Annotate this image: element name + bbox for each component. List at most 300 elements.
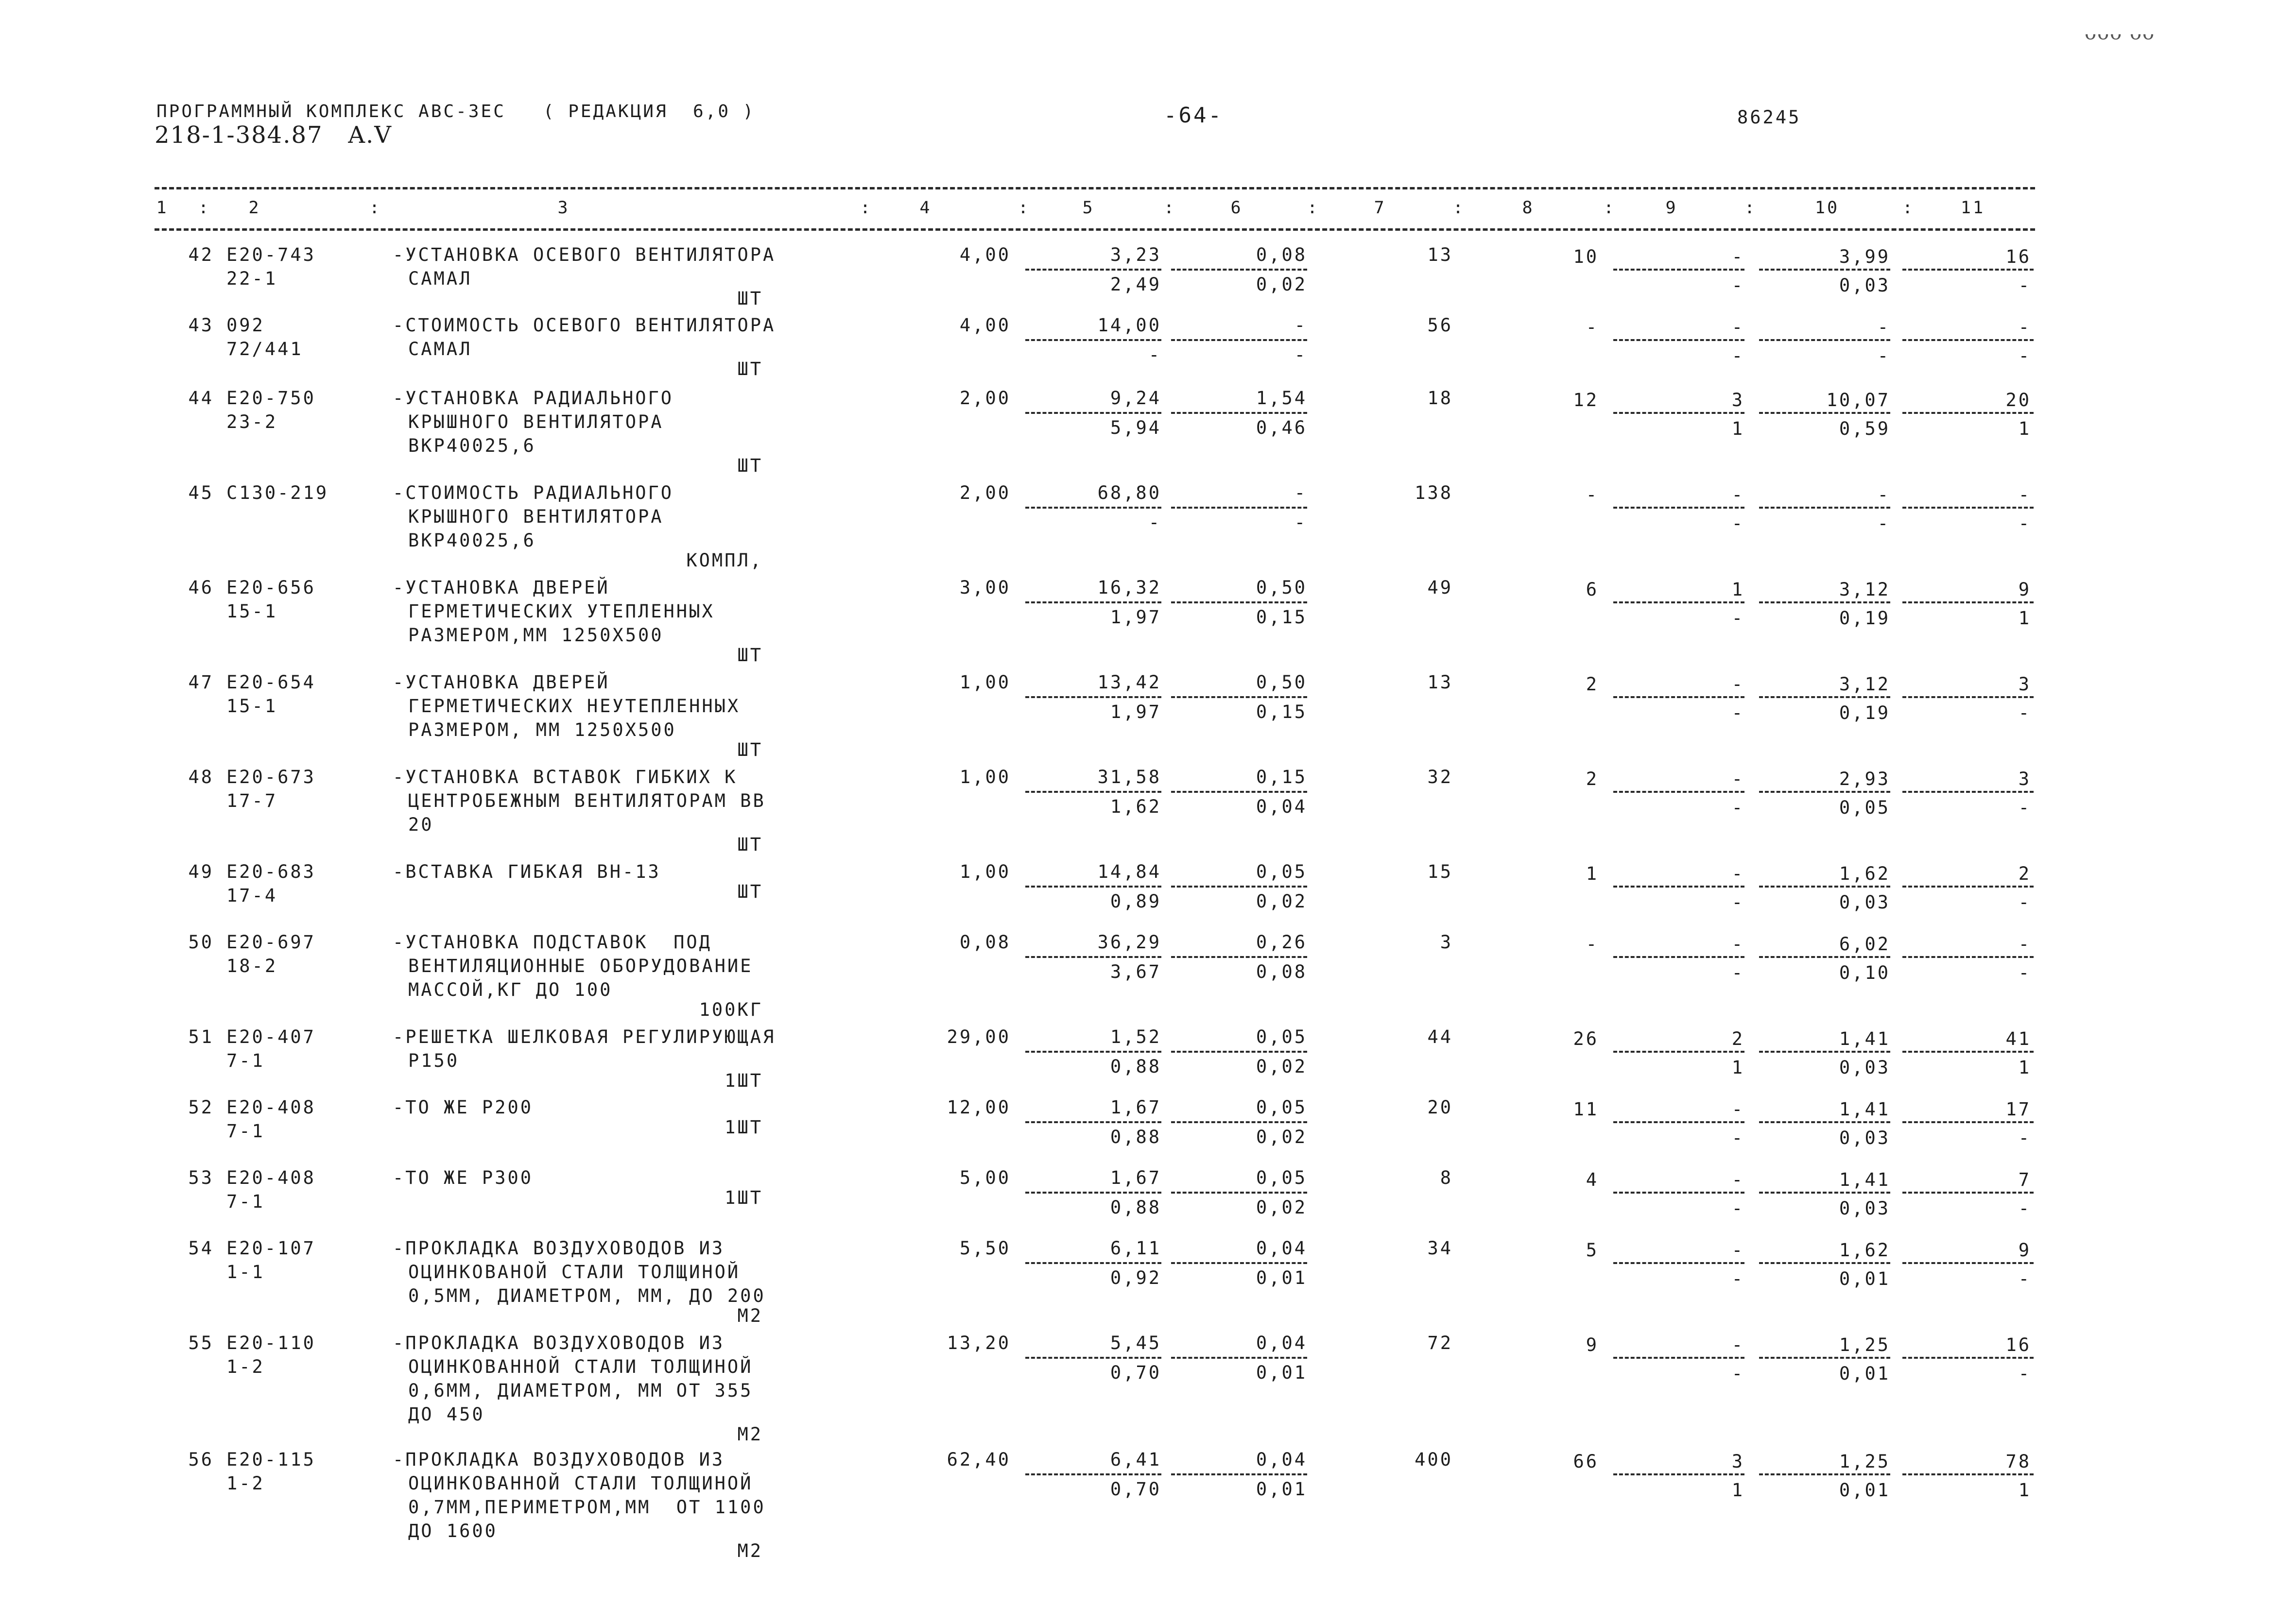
work-description-line: ДО 1600 bbox=[408, 1521, 498, 1541]
total-wage: - bbox=[1586, 934, 1599, 955]
cost-split-rule bbox=[1025, 956, 1161, 958]
cost-split-rule bbox=[1171, 1121, 1307, 1123]
labor-total-sub: 1 bbox=[2018, 608, 2031, 629]
quantity: 2,00 bbox=[959, 388, 1011, 409]
quantity: 5,00 bbox=[959, 1167, 1011, 1188]
machine-cost-sub: - bbox=[1731, 702, 1744, 723]
labor-hours-sub: 0,01 bbox=[1839, 1480, 1890, 1501]
labor-split-rule bbox=[1759, 1262, 1890, 1264]
work-description-line: -УСТАНОВКА РАДИАЛЬНОГО bbox=[393, 388, 674, 409]
position-code: Е20-683 bbox=[226, 861, 316, 882]
quantity: 1,00 bbox=[959, 767, 1011, 787]
unit-wage: 0,05 bbox=[1256, 1167, 1307, 1188]
labor-split-rule bbox=[1613, 412, 1744, 414]
unit-wage: 0,05 bbox=[1256, 1097, 1307, 1118]
unit-cost: 3,23 bbox=[1110, 244, 1161, 265]
machine-cost: - bbox=[1731, 674, 1744, 695]
machine-cost-sub: - bbox=[1731, 608, 1744, 629]
column-separator: : bbox=[1744, 198, 1757, 218]
machine-cost-sub: - bbox=[1731, 275, 1744, 296]
unit-of-measure: КОМПЛ, bbox=[686, 550, 763, 571]
labor-split-rule bbox=[1902, 1473, 2034, 1475]
labor-hours: 1,25 bbox=[1839, 1334, 1890, 1355]
cost-split-rule bbox=[1171, 412, 1307, 414]
labor-split-rule bbox=[1902, 339, 2034, 341]
labor-split-rule bbox=[1613, 1473, 1744, 1475]
quantity: 29,00 bbox=[947, 1026, 1011, 1047]
column-header-7: 7 bbox=[1374, 198, 1386, 218]
cost-split-rule bbox=[1171, 791, 1307, 793]
labor-hours-sub: 0,03 bbox=[1839, 892, 1890, 913]
row-number: 46 bbox=[188, 577, 214, 598]
position-code: Е20-697 bbox=[226, 932, 316, 953]
position-code: С130-219 bbox=[226, 482, 329, 503]
total-cost: 13 bbox=[1427, 672, 1453, 693]
labor-split-rule bbox=[1902, 886, 2034, 888]
machine-cost-sub: - bbox=[1731, 892, 1744, 913]
unit-machine-cost: - bbox=[1148, 344, 1161, 365]
cost-split-rule bbox=[1025, 601, 1161, 603]
unit-cost: 5,45 bbox=[1110, 1333, 1161, 1353]
unit-cost: 9,24 bbox=[1110, 388, 1161, 409]
work-description-line: ДО 450 bbox=[408, 1404, 485, 1425]
total-cost: 13 bbox=[1427, 244, 1453, 265]
unit-machine-cost: 0,89 bbox=[1110, 891, 1161, 912]
unit-cost: 68,80 bbox=[1097, 482, 1161, 503]
unit-machine-wage: - bbox=[1294, 344, 1307, 365]
labor-split-rule bbox=[1759, 507, 1890, 509]
unit-machine-wage: 0,01 bbox=[1256, 1267, 1307, 1288]
quantity: 62,40 bbox=[947, 1449, 1011, 1470]
row-number: 48 bbox=[188, 767, 214, 787]
machine-cost-sub: - bbox=[1731, 1363, 1744, 1384]
labor-hours-sub: 0,03 bbox=[1839, 1128, 1890, 1148]
labor-total-sub: - bbox=[2018, 892, 2031, 913]
row-number: 54 bbox=[188, 1238, 214, 1259]
work-description-line: ГЕРМЕТИЧЕСКИХ НЕУТЕПЛЕННЫХ bbox=[408, 696, 741, 717]
unit-of-measure: М2 bbox=[737, 1424, 763, 1445]
position-code-sub: 15-1 bbox=[226, 601, 278, 622]
total-cost: 138 bbox=[1415, 482, 1453, 503]
work-description-line: -УСТАНОВКА ДВЕРЕЙ bbox=[393, 672, 610, 693]
machine-cost-sub: - bbox=[1731, 513, 1744, 534]
labor-hours: - bbox=[1877, 317, 1890, 338]
labor-split-rule bbox=[1759, 1192, 1890, 1194]
unit-wage: 0,04 bbox=[1256, 1238, 1307, 1259]
work-description-line: ГЕРМЕТИЧЕСКИХ УТЕПЛЕННЫХ bbox=[408, 601, 715, 622]
unit-wage: 0,15 bbox=[1256, 767, 1307, 787]
total-cost: 49 bbox=[1427, 577, 1453, 598]
machine-cost-sub: - bbox=[1731, 797, 1744, 818]
work-description-line: Р150 bbox=[408, 1050, 460, 1071]
labor-total: 16 bbox=[2005, 1334, 2031, 1355]
unit-machine-cost: - bbox=[1148, 512, 1161, 533]
program-title: ПРОГРАММНЫЙ КОМПЛЕКС АВС-3ЕС ( РЕДАКЦИЯ 6,0 ) bbox=[156, 102, 756, 121]
cost-split-rule bbox=[1025, 412, 1161, 414]
unit-machine-cost: 1,62 bbox=[1110, 796, 1161, 817]
position-code-sub: 1-1 bbox=[226, 1262, 265, 1282]
labor-total: 78 bbox=[2005, 1451, 2031, 1472]
labor-hours: 1,41 bbox=[1839, 1169, 1890, 1190]
work-description-line: 0,6ММ, ДИАМЕТРОМ, ММ ОТ 355 bbox=[408, 1380, 753, 1401]
labor-split-rule bbox=[1902, 1262, 2034, 1264]
unit-wage: 0,04 bbox=[1256, 1449, 1307, 1470]
unit-wage: 0,05 bbox=[1256, 1026, 1307, 1047]
table-top-rule bbox=[155, 187, 2035, 189]
document-number: 86245 bbox=[1737, 107, 1801, 128]
labor-hours: 6,02 bbox=[1839, 934, 1890, 955]
work-description-line: РАЗМЕРОМ,ММ 1250Х500 bbox=[408, 625, 664, 646]
quantity: 5,50 bbox=[959, 1238, 1011, 1259]
machine-cost-sub: - bbox=[1731, 345, 1744, 366]
unit-machine-cost: 0,88 bbox=[1110, 1056, 1161, 1077]
cost-split-rule bbox=[1025, 1262, 1161, 1264]
machine-cost-sub: - bbox=[1731, 1198, 1744, 1219]
labor-hours-sub: 0,01 bbox=[1839, 1363, 1890, 1384]
labor-hours: 10,07 bbox=[1826, 390, 1890, 410]
labor-split-rule bbox=[1613, 956, 1744, 958]
labor-hours: 1,41 bbox=[1839, 1099, 1890, 1120]
labor-total: 16 bbox=[2005, 246, 2031, 267]
labor-total-sub: 1 bbox=[2018, 1057, 2031, 1078]
unit-cost: 13,42 bbox=[1097, 672, 1161, 693]
unit-wage: - bbox=[1294, 315, 1307, 336]
labor-split-rule bbox=[1759, 412, 1890, 414]
row-number: 49 bbox=[188, 861, 214, 882]
total-cost: 18 bbox=[1427, 388, 1453, 409]
work-description-line: ВКР40025,6 bbox=[408, 435, 536, 456]
column-header-2: 2 bbox=[248, 198, 261, 218]
unit-of-measure: ШТ bbox=[737, 455, 763, 476]
unit-of-measure: ШТ bbox=[737, 739, 763, 760]
labor-split-rule bbox=[1902, 412, 2034, 414]
total-wage: 66 bbox=[1573, 1451, 1599, 1472]
cost-split-rule bbox=[1025, 1051, 1161, 1053]
quantity: 1,00 bbox=[959, 861, 1011, 882]
total-wage: 12 bbox=[1573, 390, 1599, 410]
labor-hours: 1,62 bbox=[1839, 1240, 1890, 1261]
work-description-line: -ВСТАВКА ГИБКАЯ ВН-13 bbox=[393, 861, 661, 882]
unit-machine-wage: 0,04 bbox=[1256, 796, 1307, 817]
machine-cost: 3 bbox=[1731, 1451, 1744, 1472]
unit-of-measure: ШТ bbox=[737, 645, 763, 666]
column-header-9: 9 bbox=[1665, 198, 1678, 218]
unit-wage: 0,04 bbox=[1256, 1333, 1307, 1353]
total-cost: 34 bbox=[1427, 1238, 1453, 1259]
labor-total-sub: - bbox=[2018, 275, 2031, 296]
position-code: Е20-107 bbox=[226, 1238, 316, 1259]
cost-split-rule bbox=[1171, 886, 1307, 888]
labor-total-sub: - bbox=[2018, 797, 2031, 818]
unit-wage: 0,50 bbox=[1256, 577, 1307, 598]
column-header-rule bbox=[155, 228, 2035, 231]
labor-split-rule bbox=[1759, 1051, 1890, 1053]
cost-split-rule bbox=[1025, 1357, 1161, 1359]
column-separator: : bbox=[860, 198, 873, 218]
machine-cost: 3 bbox=[1731, 390, 1744, 410]
work-description-line: -УСТАНОВКА ПОДСТАВОК ПОД bbox=[393, 932, 712, 953]
machine-cost-sub: 1 bbox=[1731, 1480, 1744, 1501]
labor-hours-sub: 0,19 bbox=[1839, 702, 1890, 723]
labor-split-rule bbox=[1902, 507, 2034, 509]
position-code: Е20-407 bbox=[226, 1026, 316, 1047]
unit-cost: 1,52 bbox=[1110, 1026, 1161, 1047]
machine-cost: - bbox=[1731, 1169, 1744, 1190]
machine-cost-sub: - bbox=[1731, 962, 1744, 983]
unit-machine-wage: 0,01 bbox=[1256, 1479, 1307, 1500]
labor-split-rule bbox=[1613, 791, 1744, 793]
unit-machine-cost: 0,70 bbox=[1110, 1362, 1161, 1383]
total-cost: 8 bbox=[1440, 1167, 1453, 1188]
unit-machine-cost: 3,67 bbox=[1110, 961, 1161, 982]
cost-split-rule bbox=[1025, 886, 1161, 888]
work-description-line: ВКР40025,6 bbox=[408, 530, 536, 551]
total-cost: 400 bbox=[1415, 1449, 1453, 1470]
cost-split-rule bbox=[1171, 1192, 1307, 1194]
labor-split-rule bbox=[1613, 507, 1744, 509]
position-code: Е20-110 bbox=[226, 1333, 316, 1353]
position-code: Е20-750 bbox=[226, 388, 316, 409]
column-separator: : bbox=[1164, 198, 1176, 218]
labor-split-rule bbox=[1759, 339, 1890, 341]
unit-of-measure: М2 bbox=[737, 1540, 763, 1561]
cost-split-rule bbox=[1025, 1121, 1161, 1123]
unit-machine-wage: 0,46 bbox=[1256, 417, 1307, 438]
labor-hours-sub: 0,01 bbox=[1839, 1268, 1890, 1289]
labor-hours: 3,12 bbox=[1839, 579, 1890, 600]
total-cost: 72 bbox=[1427, 1333, 1453, 1353]
labor-split-rule bbox=[1902, 791, 2034, 793]
unit-wage: 0,26 bbox=[1256, 932, 1307, 953]
cost-split-rule bbox=[1171, 696, 1307, 698]
work-description-line: ОЦИНКОВАНОЙ СТАЛИ ТОЛЩИНОЙ bbox=[408, 1262, 741, 1282]
quantity: 4,00 bbox=[959, 244, 1011, 265]
work-description-line: ОЦИНКОВАННОЙ СТАЛИ ТОЛЩИНОЙ bbox=[408, 1473, 753, 1494]
machine-cost: 2 bbox=[1731, 1028, 1744, 1049]
unit-of-measure: 1ШТ bbox=[725, 1187, 763, 1208]
labor-split-rule bbox=[1759, 1121, 1890, 1123]
work-description-line: САМАЛ bbox=[408, 268, 472, 289]
cost-split-rule bbox=[1171, 507, 1307, 509]
column-separator: : bbox=[1604, 198, 1616, 218]
total-wage: - bbox=[1586, 317, 1599, 338]
cost-split-rule bbox=[1171, 339, 1307, 341]
cost-split-rule bbox=[1171, 601, 1307, 603]
work-description-line: -ТО ЖЕ Р300 bbox=[393, 1167, 534, 1188]
column-separator: : bbox=[369, 198, 382, 218]
position-code: 092 bbox=[226, 315, 265, 336]
position-code-sub: 1-2 bbox=[226, 1356, 265, 1377]
machine-cost: - bbox=[1731, 484, 1744, 505]
position-code: Е20-673 bbox=[226, 767, 316, 787]
cost-split-rule bbox=[1171, 956, 1307, 958]
labor-total: 3 bbox=[2018, 769, 2031, 789]
position-code-sub: 18-2 bbox=[226, 956, 278, 976]
unit-of-measure: 1ШТ bbox=[725, 1117, 763, 1138]
labor-hours: 1,25 bbox=[1839, 1451, 1890, 1472]
cost-split-rule bbox=[1171, 1357, 1307, 1359]
labor-hours: 1,62 bbox=[1839, 863, 1890, 884]
labor-split-rule bbox=[1759, 886, 1890, 888]
unit-wage: 1,54 bbox=[1256, 388, 1307, 409]
row-number: 50 bbox=[188, 932, 214, 953]
machine-cost: - bbox=[1731, 317, 1744, 338]
labor-total: 3 bbox=[2018, 674, 2031, 695]
labor-split-rule bbox=[1902, 956, 2034, 958]
total-wage: 4 bbox=[1586, 1169, 1599, 1190]
quantity: 0,08 bbox=[959, 932, 1011, 953]
unit-cost: 16,32 bbox=[1097, 577, 1161, 598]
row-number: 55 bbox=[188, 1333, 214, 1353]
unit-wage: 0,50 bbox=[1256, 672, 1307, 693]
column-separator: : bbox=[1453, 198, 1466, 218]
cost-split-rule bbox=[1025, 507, 1161, 509]
labor-total: 9 bbox=[2018, 579, 2031, 600]
work-description-line: РАЗМЕРОМ, ММ 1250Х500 bbox=[408, 719, 676, 740]
position-code-sub: 7-1 bbox=[226, 1050, 265, 1071]
work-description-line: КРЫШНОГО ВЕНТИЛЯТОРА bbox=[408, 506, 664, 527]
total-cost: 56 bbox=[1427, 315, 1453, 336]
page-number: -64- bbox=[1164, 103, 1223, 128]
column-header-11: 11 bbox=[1960, 198, 1985, 218]
unit-cost: 1,67 bbox=[1110, 1167, 1161, 1188]
total-cost: 15 bbox=[1427, 861, 1453, 882]
row-number: 47 bbox=[188, 672, 214, 693]
labor-total: 2 bbox=[2018, 863, 2031, 884]
work-description-line: САМАЛ bbox=[408, 339, 472, 359]
labor-split-rule bbox=[1613, 886, 1744, 888]
total-cost: 3 bbox=[1440, 932, 1453, 953]
machine-cost: - bbox=[1731, 1334, 1744, 1355]
unit-machine-cost: 1,97 bbox=[1110, 701, 1161, 722]
labor-hours-sub: 0,03 bbox=[1839, 1057, 1890, 1078]
labor-total: 41 bbox=[2005, 1028, 2031, 1049]
labor-total-sub: 1 bbox=[2018, 1480, 2031, 1501]
total-wage: 5 bbox=[1586, 1240, 1599, 1261]
position-code-sub: 7-1 bbox=[226, 1191, 265, 1212]
labor-hours: 3,12 bbox=[1839, 674, 1890, 695]
labor-hours-sub: 0,05 bbox=[1839, 797, 1890, 818]
labor-total: - bbox=[2018, 484, 2031, 505]
unit-of-measure: 1ШТ bbox=[725, 1070, 763, 1091]
labor-split-rule bbox=[1902, 1121, 2034, 1123]
labor-total-sub: - bbox=[2018, 1128, 2031, 1148]
quantity: 13,20 bbox=[947, 1333, 1011, 1353]
work-description-line: -ТО ЖЕ Р200 bbox=[393, 1097, 534, 1118]
cost-split-rule bbox=[1025, 269, 1161, 271]
work-description-line: -УСТАНОВКА ОСЕВОГО ВЕНТИЛЯТОРА bbox=[393, 244, 776, 265]
work-description-line: ЦЕНТРОБЕЖНЫМ ВЕНТИЛЯТОРАМ ВВ bbox=[408, 790, 766, 811]
labor-hours-sub: 0,03 bbox=[1839, 1198, 1890, 1219]
unit-machine-wage: 0,15 bbox=[1256, 701, 1307, 722]
labor-split-rule bbox=[1613, 601, 1744, 603]
labor-total: 20 bbox=[2005, 390, 2031, 410]
work-description-line: 0,7ММ,ПЕРИМЕТРОМ,ММ ОТ 1100 bbox=[408, 1497, 766, 1518]
labor-total: 9 bbox=[2018, 1240, 2031, 1261]
cost-split-rule bbox=[1171, 269, 1307, 271]
row-number: 43 bbox=[188, 315, 214, 336]
machine-cost-sub: - bbox=[1731, 1128, 1744, 1148]
labor-hours: 3,99 bbox=[1839, 246, 1890, 267]
quantity: 12,00 bbox=[947, 1097, 1011, 1118]
work-description-line: 0,5ММ, ДИАМЕТРОМ, ММ, ДО 200 bbox=[408, 1285, 766, 1306]
position-code-sub: 22-1 bbox=[226, 268, 278, 289]
work-description-line: -УСТАНОВКА ДВЕРЕЙ bbox=[393, 577, 610, 598]
position-code: Е20-654 bbox=[226, 672, 316, 693]
labor-split-rule bbox=[1759, 1357, 1890, 1359]
quantity: 2,00 bbox=[959, 482, 1011, 503]
labor-hours-sub: 0,03 bbox=[1839, 275, 1890, 296]
machine-cost: 1 bbox=[1731, 579, 1744, 600]
labor-split-rule bbox=[1759, 696, 1890, 698]
labor-split-rule bbox=[1613, 1051, 1744, 1053]
machine-cost: - bbox=[1731, 1099, 1744, 1120]
unit-machine-cost: 2,49 bbox=[1110, 274, 1161, 295]
row-number: 42 bbox=[188, 244, 214, 265]
column-header-10: 10 bbox=[1814, 198, 1840, 218]
labor-split-rule bbox=[1759, 269, 1890, 271]
cost-split-rule bbox=[1025, 339, 1161, 341]
column-header-6: 6 bbox=[1230, 198, 1243, 218]
labor-hours-sub: 0,19 bbox=[1839, 608, 1890, 629]
machine-cost: - bbox=[1731, 863, 1744, 884]
total-wage: 1 bbox=[1586, 863, 1599, 884]
cost-split-rule bbox=[1171, 1262, 1307, 1264]
labor-split-rule bbox=[1613, 696, 1744, 698]
labor-hours-sub: - bbox=[1877, 513, 1890, 534]
labor-hours: - bbox=[1877, 484, 1890, 505]
unit-machine-wage: 0,02 bbox=[1256, 1056, 1307, 1077]
unit-of-measure: 100КГ bbox=[699, 999, 763, 1020]
column-separator: : bbox=[1307, 198, 1320, 218]
unit-machine-wage: 0,15 bbox=[1256, 607, 1307, 628]
labor-split-rule bbox=[1902, 601, 2034, 603]
work-description-line: -ПРОКЛАДКА ВОЗДУХОВОДОВ ИЗ bbox=[393, 1333, 725, 1353]
machine-cost-sub: 1 bbox=[1731, 418, 1744, 439]
labor-split-rule bbox=[1613, 1192, 1744, 1194]
labor-hours: 2,93 bbox=[1839, 769, 1890, 789]
row-number: 52 bbox=[188, 1097, 214, 1118]
total-wage: 9 bbox=[1586, 1334, 1599, 1355]
labor-total: 7 bbox=[2018, 1169, 2031, 1190]
labor-total-sub: - bbox=[2018, 345, 2031, 366]
cost-split-rule bbox=[1025, 791, 1161, 793]
work-description-line: -РЕШЕТКА ШЕЛКОВАЯ РЕГУЛИРУЮЩАЯ bbox=[393, 1026, 776, 1047]
row-number: 51 bbox=[188, 1026, 214, 1047]
labor-total: 17 bbox=[2005, 1099, 2031, 1120]
unit-cost: 14,84 bbox=[1097, 861, 1161, 882]
unit-of-measure: ШТ bbox=[737, 834, 763, 855]
labor-total: - bbox=[2018, 934, 2031, 955]
position-code: Е20-408 bbox=[226, 1097, 316, 1118]
unit-machine-wage: 0,02 bbox=[1256, 274, 1307, 295]
column-header-5: 5 bbox=[1082, 198, 1095, 218]
row-number: 56 bbox=[188, 1449, 214, 1470]
row-number: 44 bbox=[188, 388, 214, 409]
unit-cost: 14,00 bbox=[1097, 315, 1161, 336]
work-description-line: -СТОИМОСТЬ РАДИАЛЬНОГО bbox=[393, 482, 674, 503]
unit-machine-wage: 0,02 bbox=[1256, 1197, 1307, 1218]
labor-total-sub: - bbox=[2018, 1198, 2031, 1219]
machine-cost: - bbox=[1731, 769, 1744, 789]
position-code-sub: 17-7 bbox=[226, 790, 278, 811]
machine-cost: - bbox=[1731, 246, 1744, 267]
labor-split-rule bbox=[1902, 1192, 2034, 1194]
column-header-8: 8 bbox=[1522, 198, 1535, 218]
column-separator: : bbox=[1018, 198, 1031, 218]
work-description-line: -СТОИМОСТЬ ОСЕВОГО ВЕНТИЛЯТОРА bbox=[393, 315, 776, 336]
machine-cost: - bbox=[1731, 934, 1744, 955]
